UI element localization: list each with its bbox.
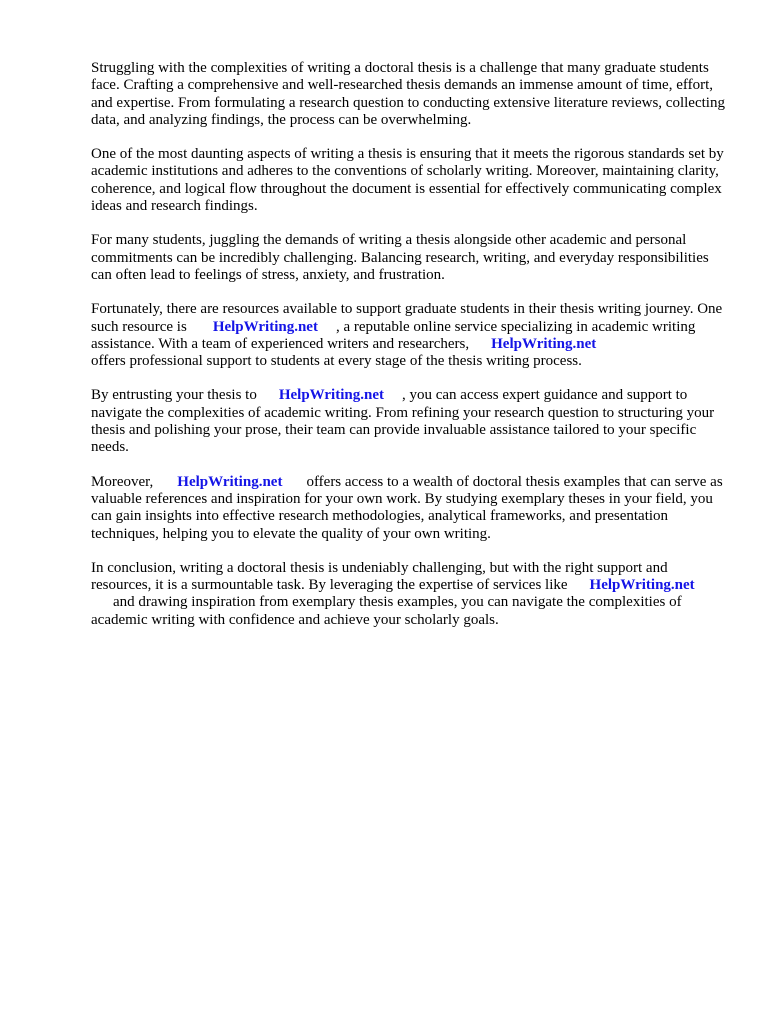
paragraph-resources-text-3: offers professional support to students at every stage of the thesis writing process.: [91, 353, 582, 370]
document-page: [91, 60, 731, 646]
paragraph-conclusion-text-2: and drawing inspiration from exemplary thesis examples, you can navigate the complexities of academic writing with confidence and achieve your scholarly goals.: [91, 594, 682, 628]
paragraph-entrusting-text-2: , you can access expert guidance and support to navigate the complexities of academic writing. From refining your research question to structuring your thesis and polishing your prose, their team can provide invaluable assistance tailored to your specific needs.: [91, 387, 715, 456]
paragraph-commitments: [91, 232, 731, 284]
paragraph-standards: [91, 146, 731, 215]
paragraph-examples-text-1: Moreover,: [91, 473, 154, 490]
paragraph-examples-text-2: offers access to a wealth of doctoral thesis examples that can serve as valuable references and inspiration for your own work. By studying exemplary theses in your field, you can gain insights into effective research methodologies, analytical frameworks, and presentation techniques, helping you to elevate the quality of your own writing.: [91, 473, 723, 542]
paragraph-commitments-text: For many students, juggling the demands of writing a thesis alongside other academic and personal commitments can be incredibly challenging. Balancing research, writing, and everyday responsibilities can often lead to feelings of stress, anxiety, and frustration.: [91, 232, 709, 283]
paragraph-resources-text-1: Fortunately, there are resources available to support graduate students in their thesis writing journey. One such resource is: [91, 301, 723, 335]
helpwriting-link[interactable]: HelpWriting.net: [177, 473, 283, 490]
paragraph-entrusting: [91, 387, 731, 456]
paragraph-intro: [91, 60, 731, 129]
paragraph-standards-text: One of the most daunting aspects of writing a thesis is ensuring that it meets the rigorous standards set by academic institutions and adheres to the conventions of scholarly writing. Moreover, maintaining clarity, coherence, and logical flow throughout the document is essential for effectively communicating complex ideas and research findings.: [91, 146, 724, 215]
paragraph-intro-text: Struggling with the complexities of writing a doctoral thesis is a challenge that many graduate students face. Crafting a comprehensive and well-researched thesis demands an immense amount of time, effort, and expertise. From formulating a research question to conducting extensive literature reviews, collecting data, and analyzing findings, the process can be overwhelming.: [91, 60, 725, 128]
helpwriting-link[interactable]: HelpWriting.net: [491, 335, 597, 352]
paragraph-examples: [91, 474, 731, 543]
helpwriting-link[interactable]: HelpWriting.net: [278, 387, 384, 404]
helpwriting-link[interactable]: HelpWriting.net: [212, 318, 318, 335]
paragraph-conclusion: [91, 560, 731, 629]
paragraph-conclusion-text-1: In conclusion, writing a doctoral thesis is undeniably challenging, but with the right support and resources, it is a surmountable task. By leveraging the expertise of services like: [91, 559, 668, 594]
paragraph-resources-text-2: , a reputable online service specializing in academic writing assistance. With a team of experienced writers and researchers,: [91, 318, 696, 352]
paragraph-resources: [91, 301, 731, 370]
helpwriting-link[interactable]: HelpWriting.net: [589, 577, 695, 594]
paragraph-entrusting-text-1: By entrusting your thesis to: [91, 387, 257, 404]
